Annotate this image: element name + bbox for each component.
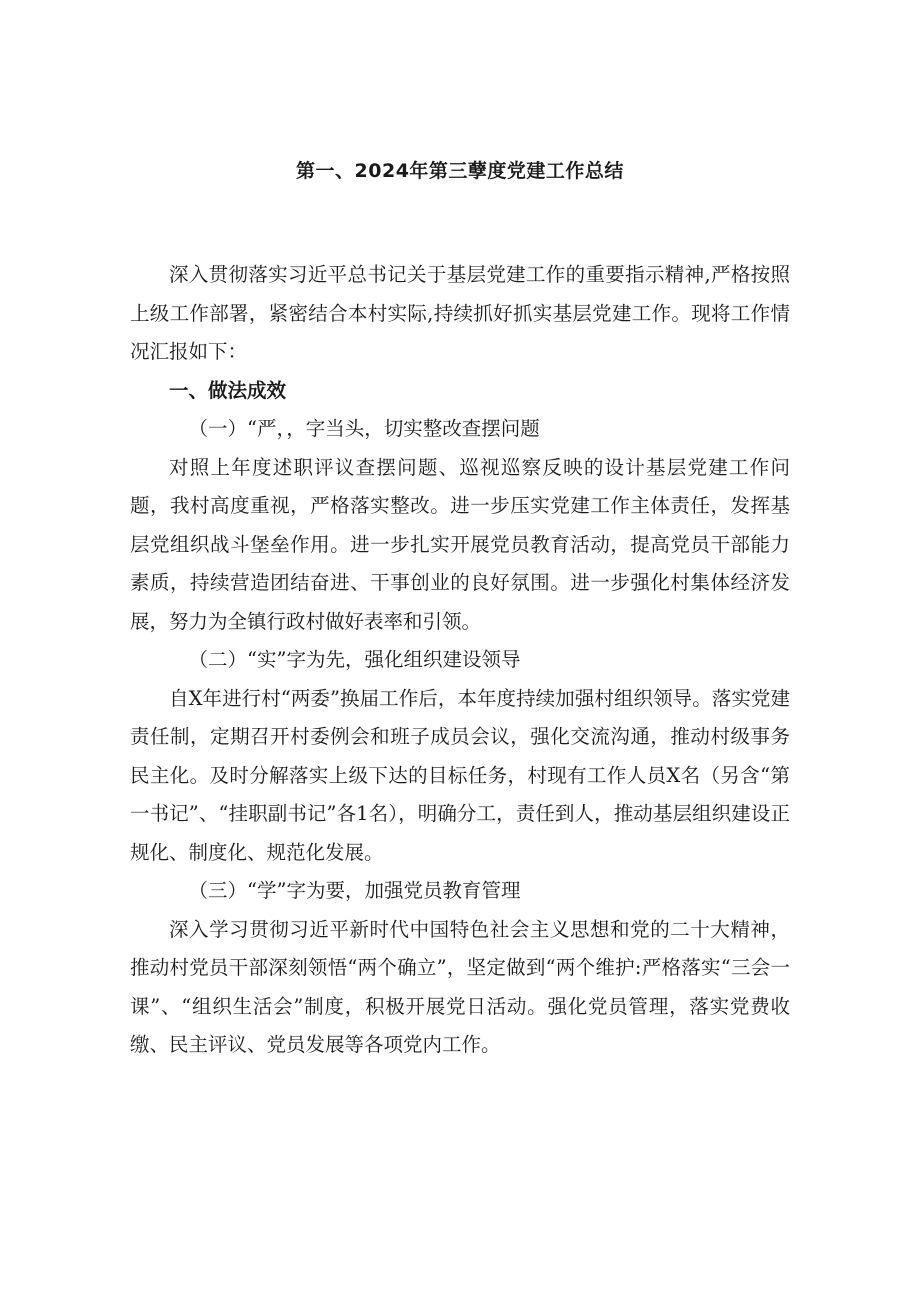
subsection-body-3: 深入学习贯彻习近平新时代中国特色社会主义思想和党的二十大精神，推动村党员干部深刻领悟“两个确立”，坚定做到“两个维护:严格落实“三会一课”、“组织生活会”制度，积极开展党日活动。强化党员管理，落实党费收缴、民主评议、党员发展等各项党内工作。 (130, 917, 790, 1056)
subsection-heading-3: （三）“学”字为要，加强党员教育管理 (188, 879, 521, 902)
subsection-heading-1: （一）“严，，字当头，切实整改查摆问题 (188, 417, 540, 440)
subsection-heading-2: （二）“实”字为先，强化组织建设领导 (188, 648, 521, 671)
section-heading-practices: 一、做法成效 (169, 378, 287, 402)
document-body (130, 256, 790, 1065)
document-title: 第一、2024年第三孽度党建工作总结 (296, 160, 624, 182)
subsection-body-1: 对照上年度述职评议查摆问题、巡视巡察反映的设计基层党建工作问题，我村高度重视，严格落实整改。进一步压实党建工作主体责任，发挥基层党组织战斗堡垒作用。进一步扎实开展党员教育活动，提高党员干部能力素质，持续营造团结奋进、干事创业的良好氛围。进一步强化村集体经济发展，努力为全镇行政村做好表率和引领。 (130, 455, 790, 633)
intro-paragraph: 深入贯彻落实习近平总书记关于基层党建工作的重要指示精神,严格按照上级工作部署，紧密结合本村实际,持续抓好抓实基层党建工作。现将工作情况汇报如下： (130, 263, 790, 363)
subsection-body-2: 自X年进行村“两委”换届工作后，本年度持续加强村组织领导。落实党建责任制，定期召开村委例会和班子成员会议，强化交流沟通，推动村级事务民主化。及时分解落实上级下达的目标任务，村现有工作人员X名（另含“第一书记”、“挂职副书记”各1名），明确分工，责任到人，推动基层组织建设正规化、制度化、规范化发展。 (130, 686, 790, 864)
